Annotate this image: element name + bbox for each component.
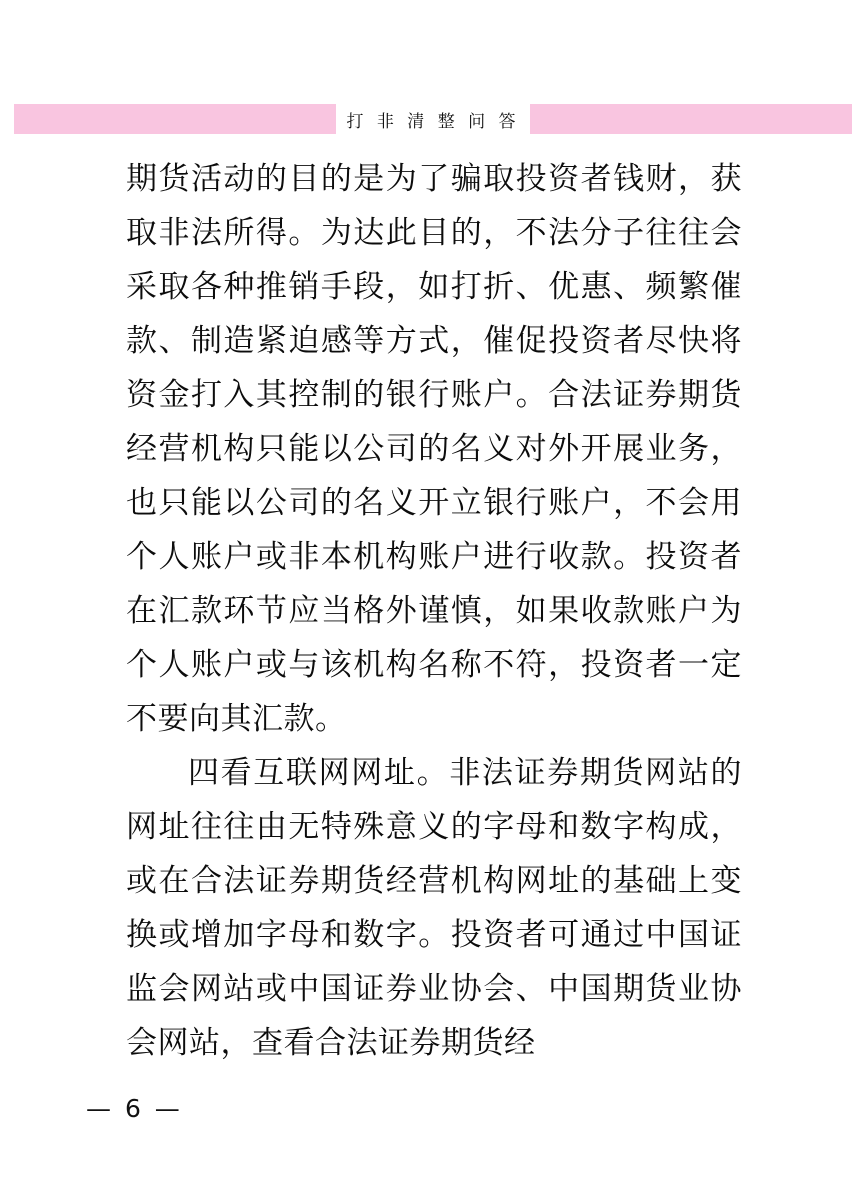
page-footer (0, 1094, 866, 1123)
header-title-container (336, 104, 529, 134)
header-band-left (14, 104, 336, 134)
header-band-right (530, 104, 852, 134)
page-header (14, 104, 852, 134)
header-title: 打 非 清 整 问 答 (346, 111, 520, 132)
body-paragraph-1: 期货活动的目的是为了骗取投资者钱财，获取非法所得。为达此目的，不法分子往往会采取各种推销手段，如打折、优惠、频繁催款、制造紧迫感等方式，催促投资者尽快将资金打入其控制的银行账户。合法证券期货经营机构只能以公司的名义对外开展业务，也只能以公司的名义开立银行账户，不会用个人账户或非本机构账户进行收款。投资者在汇款环节应当格外谨慎，如果收款账户为个人账户或与该机构名称不符，投资者一定不要向其汇款。 (126, 161, 742, 737)
body-paragraph-2: 四看互联网网址。非法证券期货网站的网址往往由无特殊意义的字母和数字构成，或在合法证券期货经营机构网址的基础上变换或增加字母和数字。投资者可通过中国证监会网站或中国证券业协会、中国期货业协会网站，查看合法证券期货经 (126, 755, 742, 1061)
page-number: — 6 — (86, 1094, 183, 1123)
page-content (126, 152, 742, 1070)
